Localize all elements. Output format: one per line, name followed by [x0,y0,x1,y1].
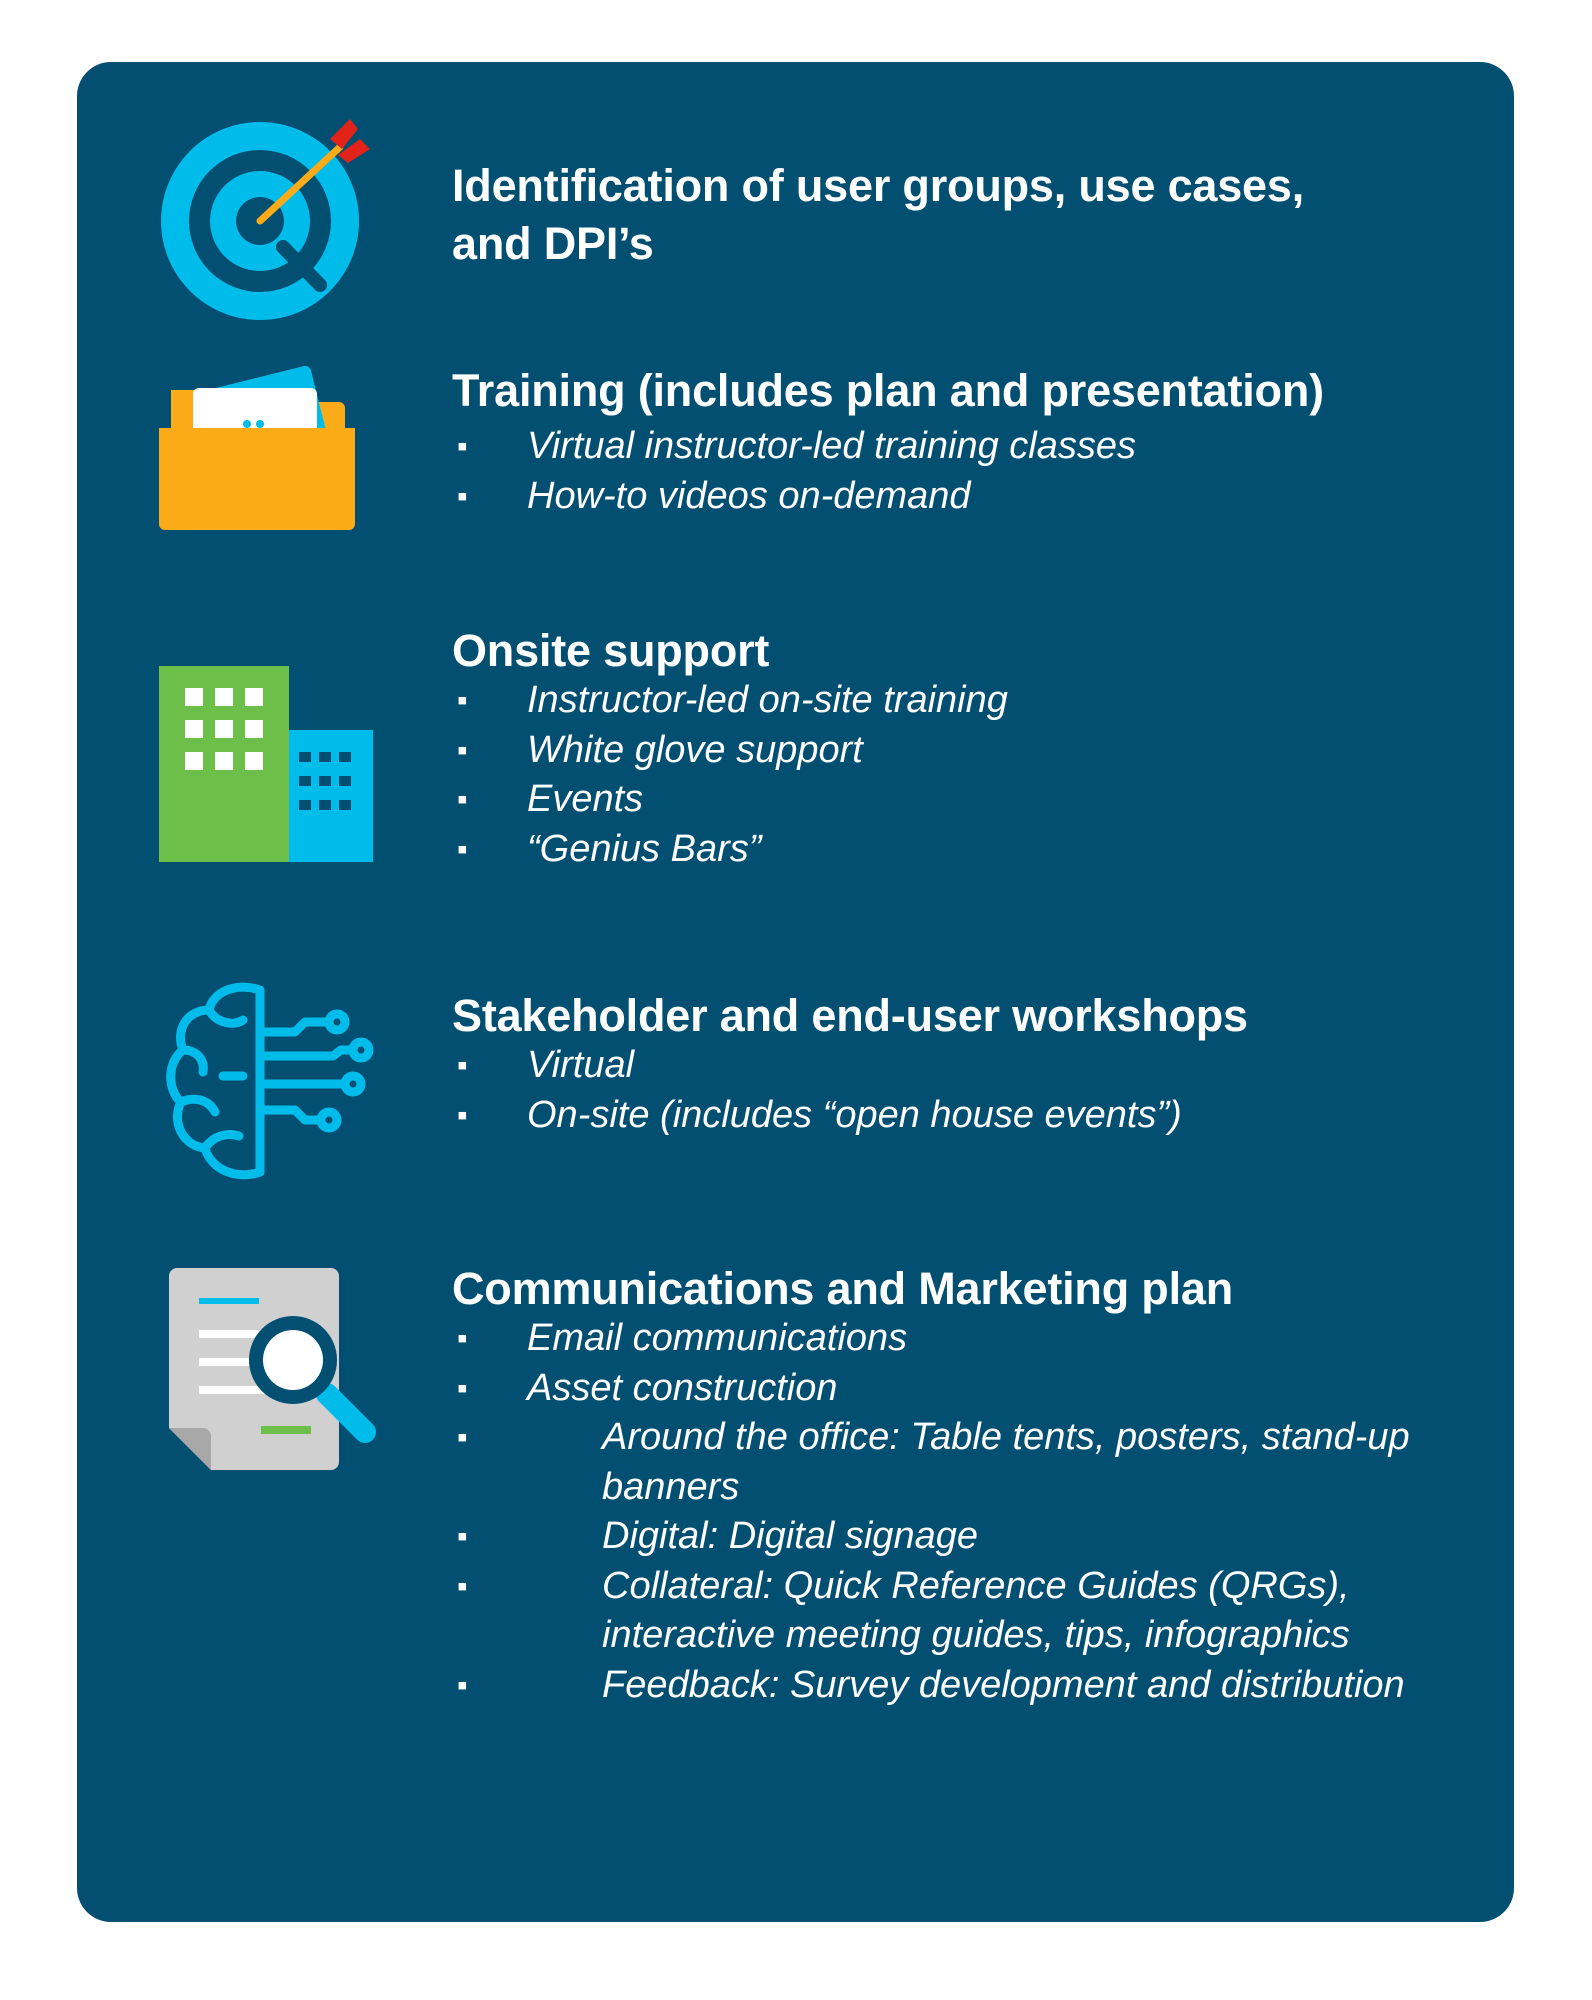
section-heading: Onsite support [452,625,770,676]
bullet-marker: ▪ [457,1520,468,1553]
section-heading: Identification of user groups, use cases, and DPI’s [452,160,1305,269]
list-item [452,1512,1432,1562]
section-1 [452,157,1352,273]
section-3 [452,622,1352,874]
list-item [452,472,1432,522]
list-item [452,825,1352,875]
bullet-marker: ▪ [457,1421,468,1454]
list-item [452,676,1352,726]
bullet-list [452,1041,1432,1140]
list-item [452,1041,1432,1091]
section-heading: Communications and Marketing plan [452,1263,1233,1314]
list-item [452,775,1352,825]
bullet-marker: ▪ [457,1049,468,1082]
list-item-text: Virtual instructor-led training classes [527,425,1136,467]
bullet-marker: ▪ [457,1371,468,1405]
section-5 [452,1260,1432,1710]
list-item [452,1314,1432,1364]
brain-circuit-icon [165,980,375,1185]
list-item-text: Asset construction [527,1366,838,1409]
bullet-marker: ▪ [457,1098,468,1132]
list-item-text: Around the office: Table tents, posters, stand-up banners [602,1416,1410,1508]
list-item-text: Virtual [527,1044,635,1086]
bullet-marker: ▪ [457,430,468,463]
list-item [452,1091,1432,1141]
list-item [452,726,1352,776]
section-2 [452,362,1432,521]
bullet-list [452,1314,1432,1710]
list-item [452,1562,1432,1661]
list-item [452,1364,1432,1414]
target-icon [160,117,378,321]
bullet-marker: ▪ [457,684,468,717]
folder-icon [157,362,357,532]
bullet-marker: ▪ [457,832,468,866]
bullet-marker: ▪ [457,1668,468,1702]
list-item-text: Email communications [527,1317,908,1359]
bullet-marker: ▪ [457,1569,468,1603]
buildings-icon [159,662,375,862]
list-item-text: White glove support [527,728,863,771]
list-item-text: Events [527,778,644,820]
list-item-text: Digital: Digital signage [602,1515,978,1557]
list-item-text: Instructor-led on-site training [527,679,1008,721]
bullet-list [452,676,1352,874]
bullet-marker: ▪ [457,733,468,767]
document-search-icon [169,1268,381,1480]
bullet-list [452,422,1432,521]
section-4 [452,987,1432,1140]
list-item [452,1413,1432,1512]
bullet-marker: ▪ [457,1322,468,1355]
list-item [452,1661,1432,1711]
section-heading: Stakeholder and end-user workshops [452,990,1248,1041]
list-item [452,422,1432,472]
list-item-text: On-site (includes “open house events”) [527,1093,1182,1136]
list-item-text: Feedback: Survey development and distribution [602,1663,1405,1706]
list-item-text: How-to videos on-demand [527,474,971,517]
list-item-text: “Genius Bars” [527,827,762,870]
bullet-marker: ▪ [457,479,468,513]
section-heading: Training (includes plan and presentation) [452,365,1324,416]
list-item-text: Collateral: Quick Reference Guides (QRGs), interactive meeting guides, tips, infographics [602,1564,1350,1656]
bullet-marker: ▪ [457,783,468,816]
